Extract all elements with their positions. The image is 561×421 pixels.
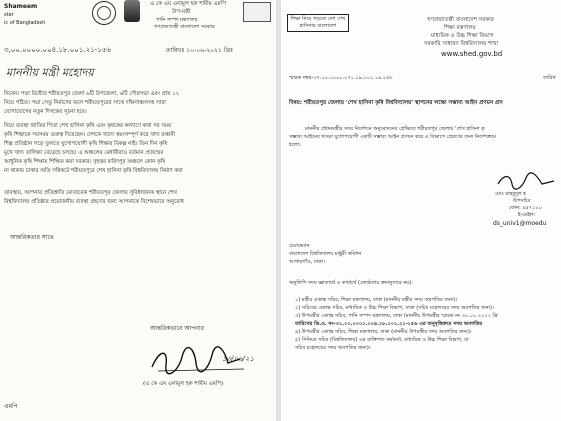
copy-item: ২) সচিবের একান্ত সচিব, মাধ্যমিক ও উচ্চ শিক্ষা বিভাগ, ঢাকা (সচিব মহোদয়ের সদয় অবগতির জন্য)। (295, 305, 494, 311)
body-line: কৃষি শিক্ষাকে সবসময় গুরুত্ব দিয়েছেন। দেশকে খাদ্যে স্বয়ংসম্পূর্ণ করে খাদ্য রপ্তানী (4, 132, 176, 138)
left-letter-page (0, 0, 276, 421)
copy-item: ৩) উপমন্ত্রীর একান্ত সচিব, পানি সম্পদ মন্ত্রণালয়, ঢাকা (মাননীয় উপমন্ত্রীর স্মারক নং ৩০.০০.২০২১ খ্রি (295, 313, 498, 319)
sender-name: Shameem (4, 3, 38, 10)
body-line: শিল্প প্রতিষ্ঠান গড়ে তুলতে যুগোপযোগী কৃষি শিক্ষার বিকল্প নাই। তিন দিন কৃষি (4, 141, 168, 147)
body-line: আধুনিক কৃষি শিক্ষায় শিক্ষিত করা দরকার। বৃহত্তর ফরিদপুর অঞ্চলে কোন কৃষি (4, 159, 166, 165)
signer-title: উপসচিব (513, 198, 531, 204)
recipient-line: চেয়ারম্যান (289, 243, 310, 249)
copy-item: তারিখের ডি.ও. নং-৩১.০০.০০০০.০০৪.১৮.০০১.২১-১৫৬ এর অনুবৃত্তিক্রমে সদয় অবগতির (295, 321, 483, 327)
signer-name: মোঃ মাহমুদুল হ (495, 191, 526, 197)
body-line: হলো। (289, 142, 301, 148)
handwritten-signature (496, 172, 556, 190)
body-line: সম্ভাব্য আইনের খসড়া যুগোপযোগী একটি সম্ভাব্য আইন প্রণয়ন করে এ বিভাগে প্রেরণের জন্য নির্দেশক্রমে (289, 134, 496, 140)
salutation: মাননীয় মন্ত্রী মহোদয় (6, 66, 94, 79)
body-line: নিয়ে গঠিত। পদ্মা সেতু নির্মাণের ফলে শরীয়তপুরের সাথে দক্ষিণাঞ্চলসহ সারা (4, 100, 166, 106)
body-line: যোগাযোগের নতুন দিগন্তের সূচনা হবে। (4, 109, 87, 115)
ministry-name: শিক্ষা মন্ত্রণালয় (444, 25, 476, 31)
regards-text: আন্তরিকতার সাথে (10, 234, 54, 241)
government-seal-icon (92, 1, 116, 25)
branch-name: সরকারি সাধারণ বিশ্ববিদ্যালয় শাখা (424, 41, 499, 47)
body-line: নিয়ে ব্যবস্থা জাতির পিতা শেখ হাসিনা কৃষি এবং কৃষকের কল্যাণে কথা সব সময় (4, 123, 172, 129)
signatory-name: (এ কে এম এনামুল হক শামীম এমপি) (143, 381, 224, 387)
date-label: তারিখ (543, 75, 556, 81)
yours-text: আন্তরিকভাবে আপনার (150, 325, 204, 332)
signer-phone: ফোন: ৯৫৭১০০ (509, 205, 542, 211)
footer-text: এমপি (4, 403, 18, 410)
memo-number: ৩,০০.০০০০.০০৪.১৮.০০১.২১-১৫৬ (4, 46, 111, 54)
deputy-minister-title: উপ-মন্ত্রী (172, 9, 191, 15)
signer-email[interactable]: ds_univ1@moedu (493, 220, 547, 227)
ministry-name: পানি সম্পদ মন্ত্রণালয় (156, 17, 198, 23)
copy-item: ১) মন্ত্রীর একান্ত সচিব, শিক্ষা মন্ত্রণালয়, ঢাকা (মাননীয় মন্ত্রীর সদয় অবগতির জন্য)। (295, 297, 458, 303)
copy-heading: অনুলিপি সদয় জ্ঞাতার্থে ও কার্যার্থে (জ্যেষ্ঠতার ক্রমানুসারে নয়): (289, 280, 413, 286)
sender-country: ic of Bangladesh (4, 20, 46, 26)
email-label: ই-মেইল: (518, 212, 536, 218)
slogan-box: শিক্ষা নিয়ে গড়বো দেশ শেখ হাসিনার বাংলাদেশ (287, 14, 349, 32)
body-line: মাননীয় প্রধানমন্ত্রীর সদয় নির্দেশনে অনুমোদনের প্রেক্ষিতে শরীয়তপুর জেলায় 'শেখ হাসিনা কৃ (305, 126, 485, 132)
copy-item: ৫) সিনিয়র সচিব (বিশ্ববিদ্যালয়) এর ব্যক্তিগত কর্মকর্তা, মাধ্যমিক ও উচ্চ শিক্ষা বিভাগ, ঢা (295, 337, 469, 343)
right-letter-page (281, 0, 561, 421)
deputy-minister-name: এ কে এম এনামুল হক শামীম এমপি (150, 1, 227, 7)
closing-line: তাবস্থায়, আপনার প্রতিশ্রুতি মোতাবেক শরীয়তপুর জেলার সুবিধাজনক স্থানে শেখ (4, 190, 177, 196)
body-line: নিবেন। পদ্মা বিধৌত শরীয়তপুর জেলা ৬টি উপজেলা, ৬টি পৌরসভা এবং প্রায় ১২ (4, 91, 180, 97)
body-line: মুখে খাদ্য তালিকা বেড়েছে চলছে। এ অঞ্চলের মেধাবীরাও বর্তমান প্রজন্মের (4, 150, 164, 156)
division-name: মাধ্যমিক ও উচ্চ শিক্ষা বিভাগ (431, 33, 494, 39)
sender-title: ster (4, 12, 14, 18)
portrait-photo (124, 0, 140, 22)
letter-date: তারিখঃ ১০-০৬-২০২১ খ্রিঃ (166, 47, 234, 54)
recipient-line: বাংলাদেশ বিশ্ববিদ্যালয় মঞ্জুরী কমিশন (289, 251, 362, 257)
recipient-line: আগারগাঁও, ঢাকা। (289, 259, 325, 265)
body-line: না থাকায় চাকার অতি সন্নিকটে শরীয়তপুরে শেখ হাসিনা কৃষি বিশ্ববিদ্যালয় নির্মাণ করা (4, 168, 183, 174)
mujib-borsho-logo-icon (243, 2, 271, 22)
copy-item: সচিব মহোদয়ের সদয় অবগতির জন্য)। (295, 345, 371, 351)
gov-line: গণপ্রজাতন্ত্রী বাংলাদেশ সরকার (427, 17, 494, 23)
government-name: গণপ্রজাতন্ত্রী বাংলাদেশ সরকার (154, 24, 215, 30)
signature-date: ১৩/০৬/২১ (222, 355, 255, 363)
memo-number: স্মারক নম্বর-৩৭.০০.০০০০.০৭১.১৯.০০১.১৯.২৫৮ (289, 75, 393, 81)
closing-line: বিশ্ববিদ্যালয় প্রতিষ্ঠার প্রয়োজনীয় ব্যবস্থা গ্রহণের জন্য আপনাকে বিশেষভাবে অনুরোধ (4, 199, 184, 205)
website-link[interactable]: www.shed.gov.bd (441, 50, 503, 58)
subject-line: বিষয়: শরীয়তপুর জেলায় 'শেখ হাসিনা কৃষি বিশ্ববিদ্যালয়' স্থাপনের লক্ষ্যে সম্ভাব্য আইন প্রণয়ন প্রস (289, 100, 503, 106)
copy-item: ৪) উপমন্ত্রীর একান্ত সচিব, শিক্ষা মন্ত্রণালয়, ঢাকা (মাননীয় উপমন্ত্রীর সদয় অবগতির জন্য)। (295, 329, 472, 335)
